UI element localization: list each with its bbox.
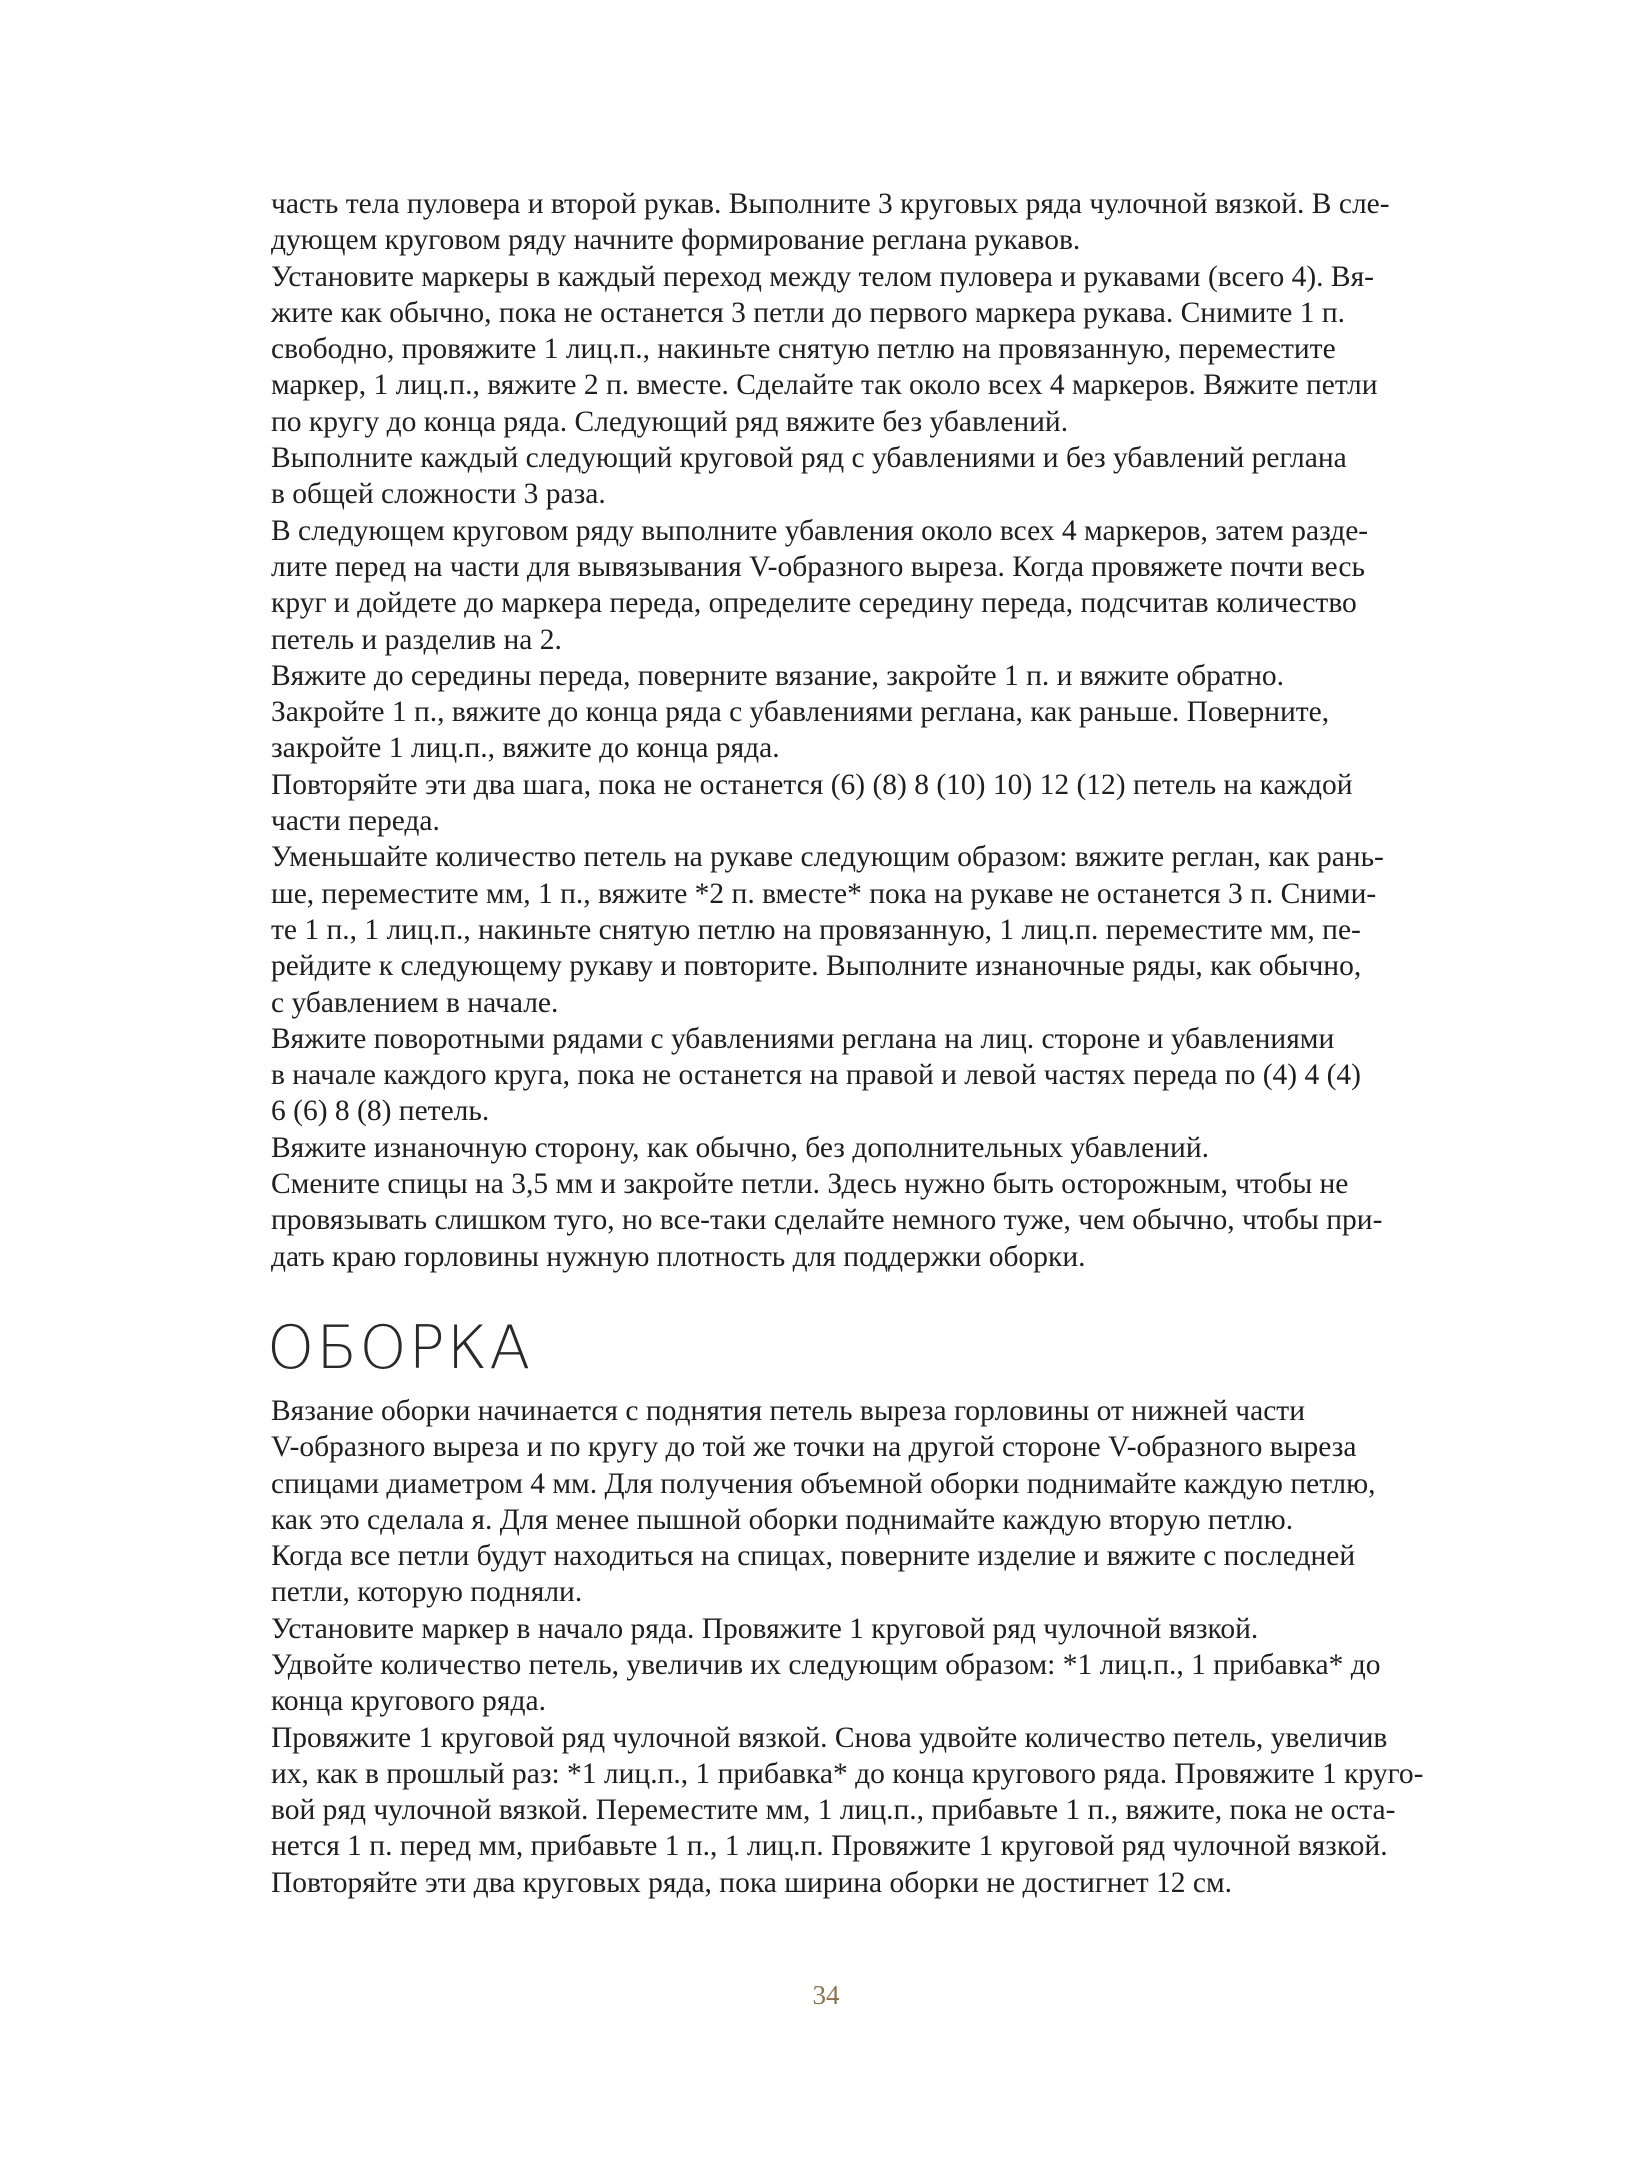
paragraph: часть тела пуловера и второй рукав. Выполните 3 круговых ряда чулочной вязкой. В сле- дующем круговом ряду начните формирование реглана рукавов. xyxy=(271,188,1390,257)
page-number: 34 xyxy=(812,1980,840,2010)
paragraph: Удвойте количество петель, увеличив их следующим образом: *1 лиц.п., 1 прибавка* до конца кругового ряда. xyxy=(271,1648,1381,1718)
section-heading: ОБОРКА xyxy=(267,1312,533,1383)
paragraph: Когда все петли будут находиться на спицах, поверните изделие и вяжите с последней петли, которую подняли. xyxy=(271,1540,1356,1609)
paragraph: Провяжите 1 круговой ряд чулочной вязкой. Снова удвойте количество петель, увеличив их, как в прошлый раз: *1 лиц.п., 1 прибавка* до конца кругового ряда. Провяжите 1 круго- вой ряд чулочной вязкой. Переместите мм, 1 лиц.п., прибавьте 1 п., вяжите, пока не оста- нется 1 п. перед мм, прибавьте 1 п., 1 лиц.п. Провяжите 1 круговой ряд чулочной вязкой. xyxy=(271,1721,1424,1863)
section-sleeve-raglan xyxy=(271,186,1467,1275)
paragraph: Установите маркер в начало ряда. Провяжите 1 круговой ряд чулочной вязкой. xyxy=(271,1612,1259,1645)
paragraph: Вяжите до середины переда, поверните вязание, закройте 1 п. и вяжите обратно. Закройте 1 п., вяжите до конца ряда с убавлениями реглана, как раньше. Поверните, закройте 1 лиц.п., вяжите до конца ряда. xyxy=(271,659,1330,765)
paragraph: Установите маркеры в каждый переход между телом пуловера и рукавами (всего 4). Вя- жите как обычно, пока не останется 3 петли до первого маркера рукава. Снимите 1 п. свободно, провяжите 1 лиц.п., накиньте снятую петлю на провязанную, переместите маркер, 1 лиц.п., вяжите 2 п. вместе. Сделайте так около всех 4 маркеров. Вяжите петли по кругу до конца ряда. Следующий ряд вяжите без убавлений. xyxy=(271,260,1378,438)
paragraph: Смените спицы на 3,5 мм и закройте петли. Здесь нужно быть осторожным, чтобы не провязывать слишком туго, но все-таки сделайте немного туже, чем обычно, чтобы при- дать краю горловины нужную плотность для поддержки оборки. xyxy=(271,1168,1383,1273)
paragraph: Повторяйте эти два круговых ряда, пока ширина оборки не достигнет 12 см. xyxy=(271,1866,1233,1899)
paragraph: Вяжите изнаночную сторону, как обычно, без дополнительных убавлений. xyxy=(271,1131,1209,1164)
paragraph: В следующем круговом ряду выполните убавления около всех 4 маркеров, затем разде- лите перед на части для вывязывания V-образного выреза. Когда провяжете почти весь круг и дойдете до маркера переда, определите середину переда, подсчитав количество петель и разделив на 2. xyxy=(271,514,1369,656)
paragraph: Выполните каждый следующий круговой ряд с убавлениями и без убавлений реглана в общей сложности 3 раза. xyxy=(271,442,1347,511)
section-ruffle xyxy=(271,1393,1467,1901)
page-body xyxy=(267,186,1467,1901)
paragraph: Уменьшайте количество петель на рукаве следующим образом: вяжите реглан, как рань- ше, переместите мм, 1 п., вяжите *2 п. вместе* пока на рукаве не останется 3 п. Сними- те 1 п., 1 лиц.п., накиньте снятую петлю на провязанную, 1 лиц.п. переместите мм, пе- рейдите к следующему рукаву и повторите. Выполните изнаночные ряды, как обычно, с убавлением в начале. xyxy=(271,841,1384,1019)
paragraph: Вязание оборки начинается с поднятия петель выреза горловины от нижней части V-образного выреза и по кругу до той же точки на другой стороне V-образного выреза спицами диаметром 4 мм. Для получения объемной оборки поднимайте каждую петлю, как это сделала я. Для менее пышной оборки поднимайте каждую вторую петлю. xyxy=(271,1394,1376,1536)
paragraph: Вяжите поворотными рядами с убавлениями реглана на лиц. стороне и убавлениями в начале каждого круга, пока не останется на правой и левой частях переда по (4) 4 (4) 6 (6) 8 (8) петель. xyxy=(271,1022,1362,1128)
paragraph: Повторяйте эти два шага, пока не останется (6) (8) 8 (10) 10) 12 (12) петель на каждой части переда. xyxy=(271,768,1353,838)
